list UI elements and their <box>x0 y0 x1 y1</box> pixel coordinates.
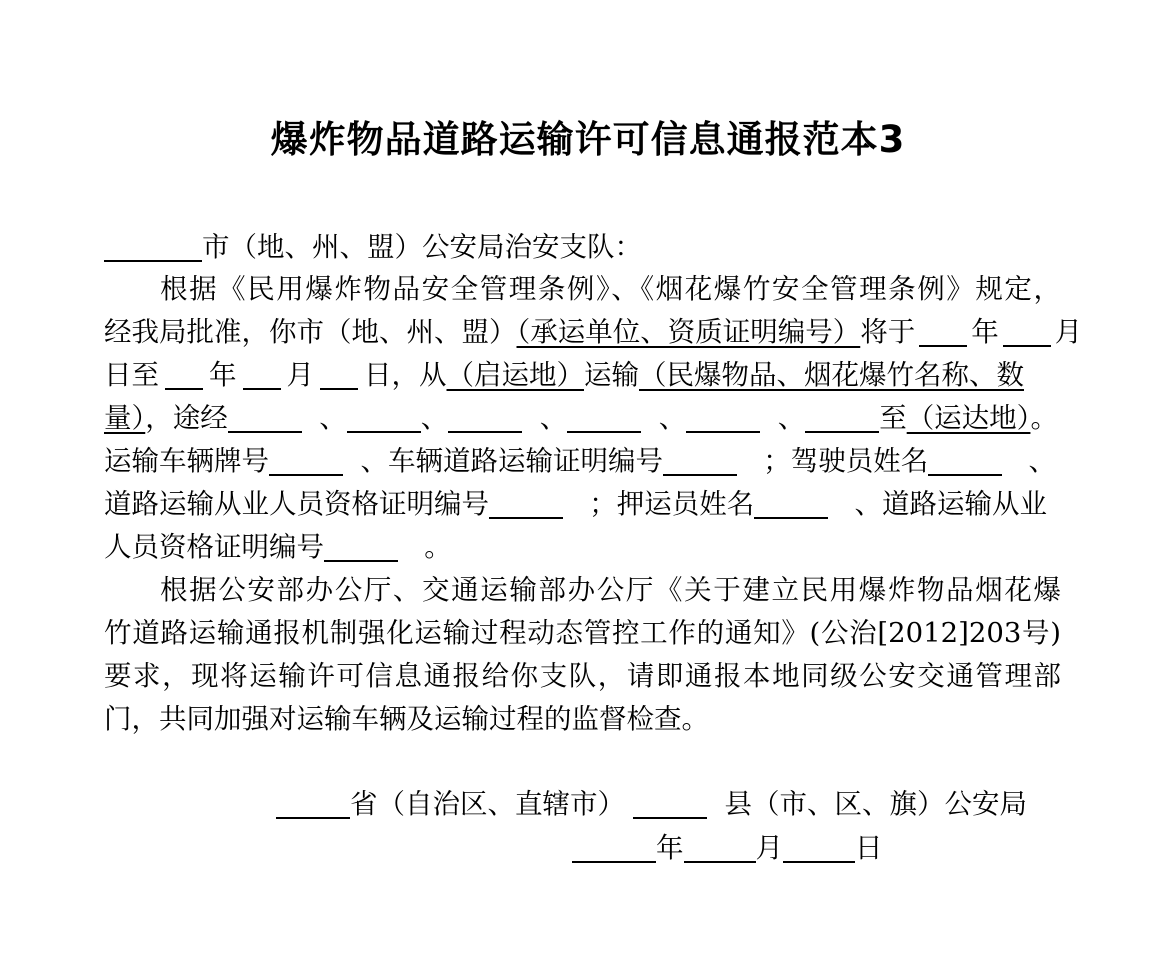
end-day-blank <box>320 358 358 390</box>
signature-authority-line: 省（自治区、直辖市） 县（市、区、旗）公安局 <box>276 784 1027 824</box>
sign-day-blank <box>783 831 855 863</box>
paragraph-1-line-1: 根据《民用爆炸物品安全管理条例》、《烟花爆竹安全管理条例》规定， <box>160 273 1061 305</box>
goods-field-cont: 量） <box>104 402 146 434</box>
paragraph-1-line-4: 量），途经 、 、 、 、 、 至（运达地）。 <box>104 402 1058 434</box>
sign-year-blank <box>572 831 656 863</box>
via-blank-2 <box>347 401 421 433</box>
province-blank <box>276 787 350 819</box>
paragraph-2-line-2: 竹道路运输通报机制强化运输过程动态管控工作的通知》(公治[2012]203号) <box>104 617 1061 649</box>
paragraph-2-line-1: 根据公安部办公厅、交通运输部办公厅《关于建立民用爆炸物品烟花爆 <box>160 574 1061 606</box>
paragraph-1-line-6: 道路运输从业人员资格证明编号 ；押运员姓名 、道路运输从业 <box>104 488 1047 520</box>
paragraph-1-line-5: 运输车辆牌号 、车辆道路运输证明编号 ；驾驶员姓名 、 <box>104 445 1056 477</box>
via-blank-1 <box>228 401 302 433</box>
via-blank-6 <box>805 401 879 433</box>
escort-name-blank <box>754 487 828 519</box>
paragraph-1-line-7: 人员资格证明编号 。 <box>104 531 452 563</box>
addressee-line <box>104 227 642 267</box>
end-month-blank <box>243 358 281 390</box>
city-blank <box>104 230 202 262</box>
goods-field: （民爆物品、烟花爆竹名称、数 <box>639 359 1024 391</box>
via-blank-4 <box>567 401 641 433</box>
vehicle-permit-blank <box>663 444 737 476</box>
carrier-unit-field: （承运单位、资质证明编号） <box>516 316 861 348</box>
via-blank-5 <box>686 401 760 433</box>
start-year-blank <box>919 315 967 347</box>
addressee-text: 市（地、州、盟）公安局治安支队： <box>202 231 642 263</box>
destination-field: （运达地） <box>906 402 1031 434</box>
escort-cert-blank <box>324 530 398 562</box>
via-blank-3 <box>448 401 522 433</box>
vehicle-plate-blank <box>269 444 343 476</box>
end-year-blank <box>165 358 203 390</box>
driver-cert-blank <box>489 487 563 519</box>
county-blank <box>633 787 707 819</box>
signature-date-line: 年 月 日 <box>572 828 883 868</box>
sign-month-blank <box>684 831 756 863</box>
driver-name-blank <box>928 444 1002 476</box>
paragraph-2-line-4: 门，共同加强对运输车辆及运输过程的监督检查。 <box>104 703 709 735</box>
paragraph-1-line-3: 日至 年 月 日，从（启运地）运输（民爆物品、烟花爆竹名称、数 <box>104 359 1024 391</box>
start-month-blank <box>1003 315 1051 347</box>
paragraph-2-line-3: 要求，现将运输许可信息通报给你支队，请即通报本地同级公安交通管理部 <box>104 660 1061 692</box>
origin-field: （启运地） <box>446 359 584 391</box>
document-title: 爆炸物品道路运输许可信息通报范本3 <box>270 118 906 161</box>
paragraph-1-line-2: 经我局批准，你市（地、州、盟）（承运单位、资质证明编号）将于 年 月 <box>104 316 1083 348</box>
